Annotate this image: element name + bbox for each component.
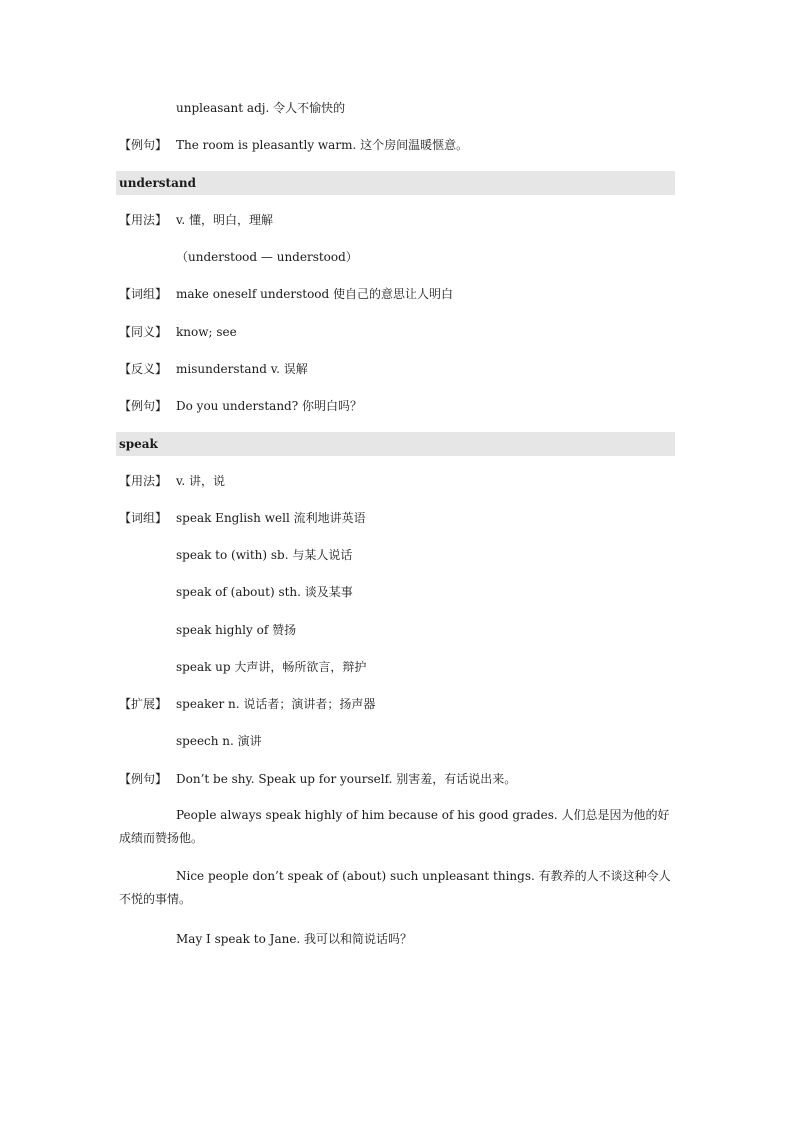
example-line	[119, 398, 362, 414]
phrase-item: speak highly of 赞扬	[176, 623, 297, 637]
usage-tag: 【用法】	[119, 474, 168, 488]
example-text: Do you understand? 你明白吗？	[176, 399, 362, 413]
extend-tag: 【扩展】	[119, 697, 168, 711]
usage-line	[119, 473, 225, 489]
example-line: May I speak to Jane. 我可以和简说话吗？	[176, 932, 413, 946]
example-tag: 【例句】	[119, 772, 168, 786]
synonym-text: know; see	[176, 325, 237, 339]
antonym-text: misunderstand v. 误解	[176, 362, 308, 376]
phrase-line	[119, 510, 366, 526]
unpleasant-entry: unpleasant adj. 令人不愉快的	[176, 101, 346, 115]
verb-forms: （understood — understood）	[176, 250, 358, 264]
extend-text: speaker n. 说话者；演讲者；扬声器	[176, 697, 376, 711]
headword-bar-speak	[116, 432, 675, 456]
phrase-tag: 【词组】	[119, 287, 168, 301]
usage-text: v. 讲，说	[176, 474, 225, 488]
example-line	[119, 137, 468, 153]
example-line	[119, 771, 516, 787]
headword-bar-understand	[116, 171, 675, 195]
antonym-line	[119, 361, 308, 377]
headword-understand: understand	[119, 176, 196, 190]
phrase-tag: 【词组】	[119, 511, 168, 525]
example-paragraph-line: Nice people don’t speak of (about) such unpleasant things. 有教养的人不谈这种令人	[176, 869, 671, 883]
example-paragraph	[119, 865, 675, 911]
headword-speak: speak	[119, 437, 158, 451]
phrase-item: speak up 大声讲，畅所欲言，辩护	[176, 660, 367, 674]
usage-text: v. 懂，明白，理解	[176, 213, 273, 227]
example-paragraph-line: People always speak highly of him because of his good grades. 人们总是因为他的好	[176, 808, 670, 822]
phrase-item: speak of (about) sth. 谈及某事	[176, 585, 353, 599]
example-paragraph	[119, 804, 675, 850]
synonym-line	[119, 324, 237, 340]
example-tag: 【例句】	[119, 399, 168, 413]
extend-item: speech n. 演讲	[176, 734, 262, 748]
example-text: Don’t be shy. Speak up for yourself. 别害羞，有话说出来。	[176, 772, 517, 786]
synonym-tag: 【同义】	[119, 325, 168, 339]
example-paragraph-line: 不悦的事情。	[119, 892, 192, 906]
example-text: The room is pleasantly warm. 这个房间温暖惬意。	[176, 138, 469, 152]
phrase-line	[119, 286, 453, 302]
example-tag: 【例句】	[119, 138, 168, 152]
antonym-tag: 【反义】	[119, 362, 168, 376]
phrase-text: make oneself understood 使自己的意思让人明白	[176, 287, 454, 301]
usage-line	[119, 212, 273, 228]
phrase-text: speak English well 流利地讲英语	[176, 511, 366, 525]
example-paragraph-line: 成绩而赞扬他。	[119, 831, 204, 845]
extend-line	[119, 696, 375, 712]
usage-tag: 【用法】	[119, 213, 168, 227]
phrase-item: speak to (with) sb. 与某人说话	[176, 548, 353, 562]
